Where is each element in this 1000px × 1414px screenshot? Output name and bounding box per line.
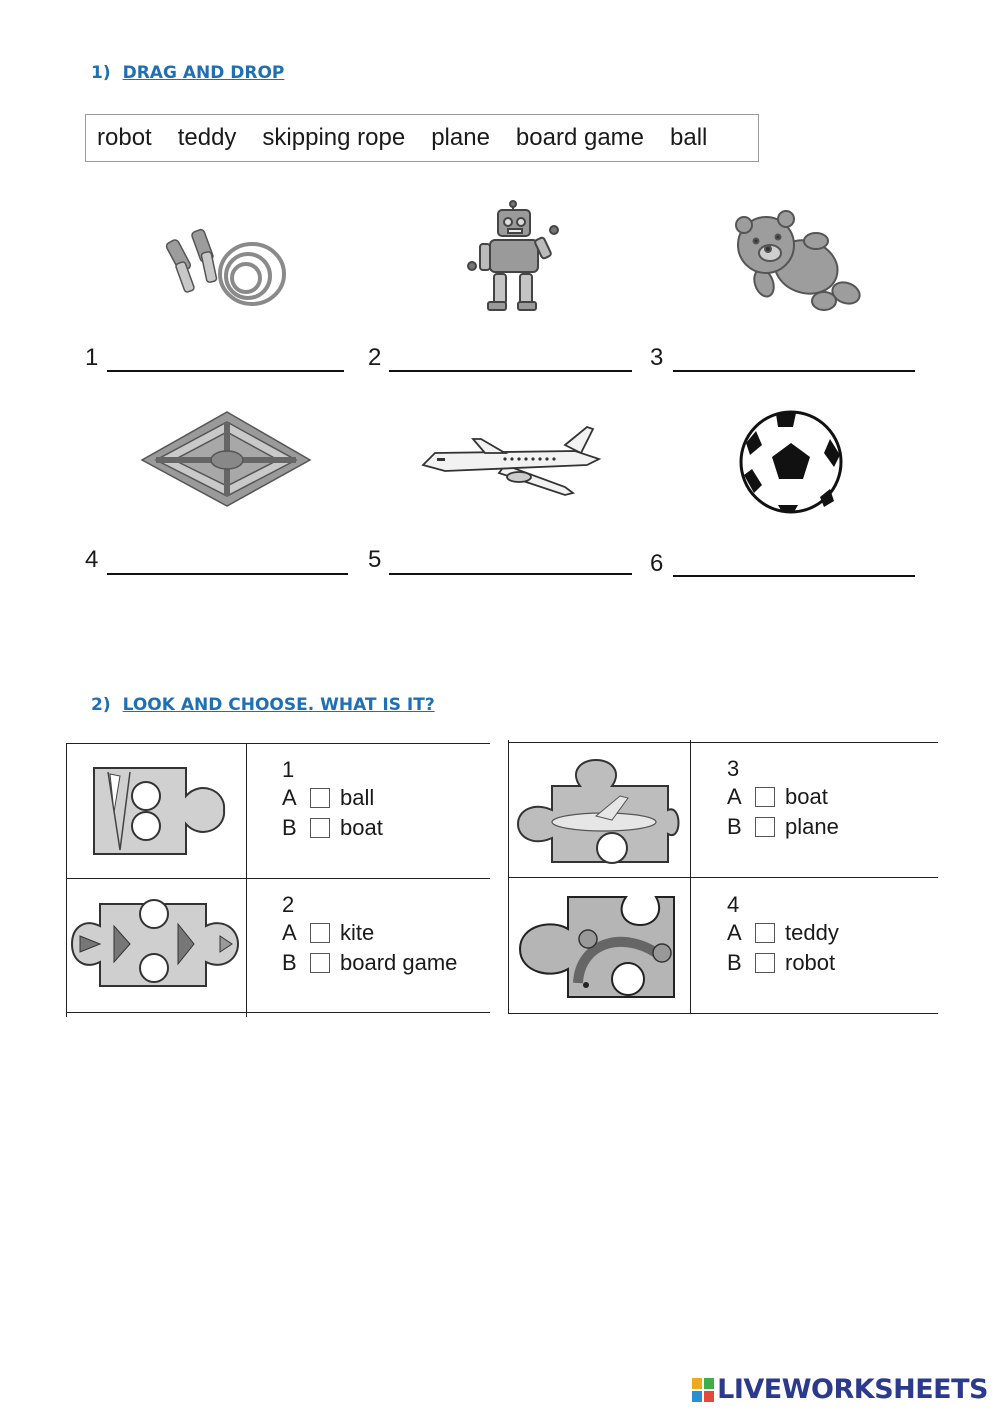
option-text: teddy	[785, 920, 839, 945]
table-rule	[508, 740, 509, 1014]
skipping-rope-icon	[160, 222, 295, 312]
option-row	[727, 948, 839, 978]
section-2-number: 2)	[91, 695, 111, 715]
answer-blank-3[interactable]	[673, 370, 915, 372]
word-bank-item[interactable]: teddy	[177, 124, 237, 151]
section-1-title	[91, 63, 284, 83]
robot-icon	[458, 200, 568, 318]
answer-blank-2[interactable]	[389, 370, 632, 372]
question-number: 2	[282, 892, 295, 917]
answer-blank-6[interactable]	[673, 575, 915, 577]
checkbox[interactable]	[310, 818, 330, 838]
section-2-heading: LOOK AND CHOOSE. WHAT IS IT?	[122, 695, 435, 715]
puzzle-piece-ball-icon	[90, 762, 230, 858]
option-letter: A	[727, 920, 742, 945]
option-letter: B	[727, 814, 742, 839]
blank-number: 2	[368, 344, 382, 371]
option-letter: A	[282, 785, 297, 810]
checkbox[interactable]	[755, 923, 775, 943]
table-rule	[508, 877, 938, 878]
table-rule	[508, 1013, 938, 1014]
question-3	[727, 756, 839, 842]
section-1-heading: DRAG AND DROP	[122, 63, 285, 83]
word-bank-item[interactable]: robot	[97, 124, 152, 151]
logo-blocks-icon	[691, 1377, 715, 1403]
blank-number: 6	[650, 550, 664, 577]
table-rule	[508, 742, 938, 743]
section-2-title	[91, 695, 435, 715]
table-rule	[690, 740, 691, 1014]
option-row	[282, 948, 457, 978]
word-bank-item[interactable]: ball	[670, 124, 708, 151]
option-row	[727, 782, 839, 812]
blank-number: 5	[368, 546, 382, 573]
question-number: 1	[282, 757, 295, 782]
table-rule	[66, 1012, 490, 1013]
section-1-number: 1)	[91, 63, 111, 83]
option-row	[727, 812, 839, 842]
option-letter: B	[282, 950, 297, 975]
option-text: boat	[340, 815, 383, 840]
word-bank-item[interactable]: plane	[431, 124, 490, 151]
blank-number: 3	[650, 344, 664, 371]
option-row	[282, 783, 383, 813]
teddy-icon	[720, 205, 865, 313]
board-game-icon	[138, 408, 316, 508]
option-letter: A	[727, 784, 742, 809]
plane-icon	[415, 425, 603, 497]
checkbox[interactable]	[755, 817, 775, 837]
option-row	[282, 918, 457, 948]
option-letter: B	[282, 815, 297, 840]
checkbox[interactable]	[755, 787, 775, 807]
word-bank-item[interactable]: skipping rope	[262, 124, 406, 151]
answer-blank-5[interactable]	[389, 573, 632, 575]
checkbox[interactable]	[755, 953, 775, 973]
question-number: 4	[727, 892, 740, 917]
table-rule	[66, 743, 67, 1017]
ball-icon	[738, 409, 844, 515]
blank-number: 1	[85, 344, 99, 371]
word-bank-item[interactable]: board game	[515, 124, 645, 151]
question-number: 3	[727, 756, 740, 781]
word-bank	[85, 114, 759, 162]
option-text: boat	[785, 784, 828, 809]
liveworksheets-logo[interactable]	[691, 1374, 988, 1405]
option-text: ball	[340, 785, 375, 810]
option-text: robot	[785, 950, 836, 975]
blank-number: 4	[85, 546, 99, 573]
puzzle-piece-plane-icon	[516, 758, 681, 866]
answer-blank-1[interactable]	[107, 370, 344, 372]
logo-text: LIVEWORKSHEETS	[717, 1374, 988, 1405]
option-text: board game	[340, 950, 458, 975]
option-text: kite	[340, 920, 375, 945]
option-row	[727, 918, 839, 948]
table-rule	[66, 878, 490, 879]
question-4	[727, 892, 839, 978]
puzzle-piece-teddy-icon	[516, 893, 681, 1001]
answer-blank-4[interactable]	[107, 573, 348, 575]
option-letter: B	[727, 950, 742, 975]
option-letter: A	[282, 920, 297, 945]
checkbox[interactable]	[310, 953, 330, 973]
checkbox[interactable]	[310, 923, 330, 943]
option-text: plane	[785, 814, 839, 839]
table-rule	[246, 743, 247, 1017]
checkbox[interactable]	[310, 788, 330, 808]
question-2	[282, 892, 457, 978]
puzzle-piece-kite-icon	[70, 896, 240, 992]
question-1	[282, 757, 383, 843]
table-rule	[66, 743, 490, 744]
option-row	[282, 813, 383, 843]
